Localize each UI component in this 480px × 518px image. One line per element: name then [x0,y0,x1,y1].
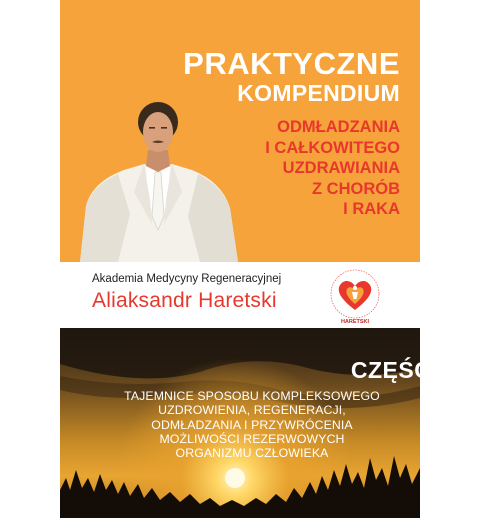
description-line: ORGANIZMU CZŁOWIEKA [175,446,329,461]
title-line-2: KOMPENDIUM [237,80,400,106]
subtitle-line: UZDRAWIANIA [282,159,400,177]
part-description [102,389,402,460]
author-name: Aliaksandr Haretski [92,289,277,312]
top-panel [60,0,420,262]
title-line-1: PRAKTYCZNE [183,46,400,81]
part-number: CZĘŚĆ II [350,357,452,383]
description-line: TAJEMNICE SPOSOBU KOMPLEKSOWEGO [124,389,380,403]
subtitle [200,117,400,220]
subtitle-line: Z CHORÓB [312,179,400,198]
academy-name: Akademia Medycyny Regeneracyjnej [92,273,282,285]
academy-logo [324,266,386,326]
subtitle-line: ODMŁADZANIA [277,118,400,136]
subtitle-line: I CAŁKOWITEGO [265,138,400,157]
logo-name: HARETSKI [340,319,370,325]
description-line: UZDROWIENIA, REGENERACJI, [158,403,346,418]
description-line: ODMŁADZANIA I PRZYWRÓCENIA [151,417,353,432]
subtitle-line: I RAKA [343,200,400,218]
description-line: MOŻLIWOŚCI REZERWOWYCH [159,431,345,446]
